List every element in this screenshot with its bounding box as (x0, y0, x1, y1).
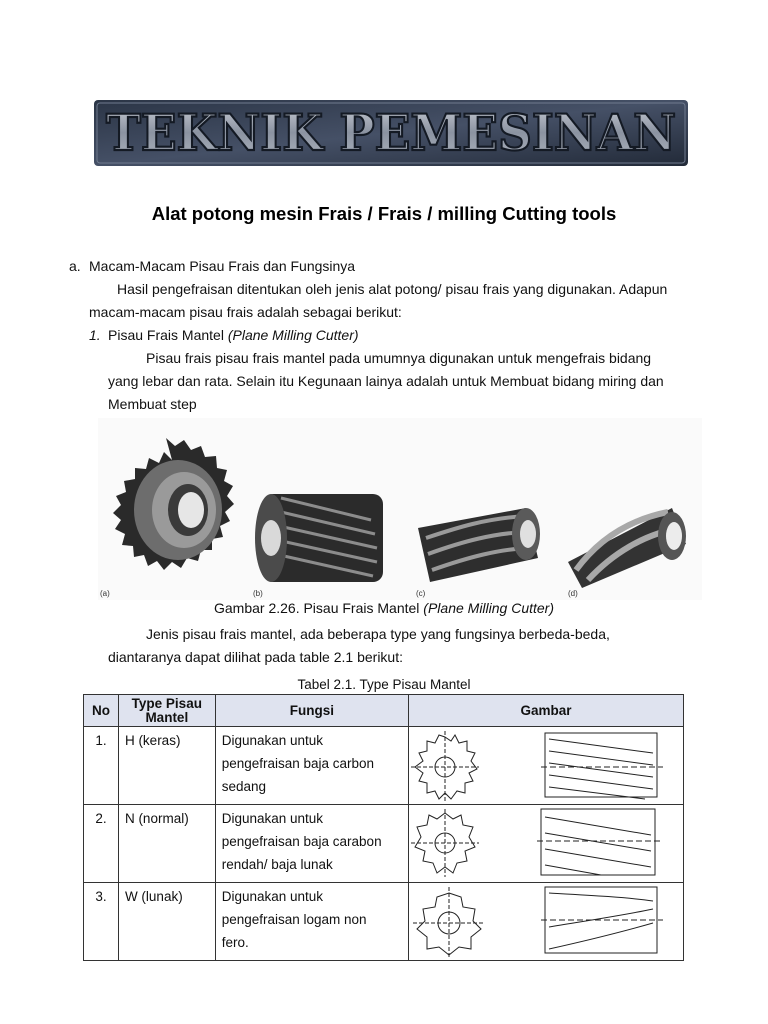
item-heading (108, 325, 359, 345)
cutter-drawing-h (409, 727, 683, 803)
paragraph-line: diantaranya dapat dilihat pada table 2.1 berikut: (108, 649, 403, 665)
cell-type: H (keras) (118, 727, 215, 805)
cell-fungsi (215, 883, 408, 961)
header-gambar: Gambar (408, 695, 683, 727)
header-type: Type Pisau Mantel (118, 695, 215, 727)
cell-type: N (normal) (118, 805, 215, 883)
fungsi-line: Digunakan untuk (221, 889, 324, 904)
item-number: 1. (89, 327, 101, 343)
item-name-en: (Plane Milling Cutter) (227, 327, 359, 343)
fungsi-line: pengefraisan baja carabon (221, 834, 382, 849)
paragraph-line: macam-macam pisau frais adalah sebagai berikut: (89, 304, 402, 320)
mantel-type-table (83, 694, 684, 961)
item-name: Pisau Frais Mantel (108, 327, 224, 343)
header-no: No (84, 695, 119, 727)
fungsi-line: Digunakan untuk (221, 733, 324, 748)
cell-gambar (408, 727, 683, 805)
fungsi-line: pengefraisan baja carbon (221, 756, 375, 771)
figure-caption-text: Gambar 2.26. Pisau Frais Mantel (213, 600, 420, 616)
section-heading: Macam-Macam Pisau Frais dan Fungsinya (89, 258, 356, 274)
fungsi-line: sedang (221, 779, 266, 794)
photo-label-a: (a) (100, 589, 110, 598)
section-marker: a. (69, 258, 81, 274)
cutter-drawing-w (409, 883, 683, 959)
cell-no: 1. (84, 727, 119, 805)
cutter-photo-c (418, 508, 540, 582)
table-row (84, 727, 684, 805)
paragraph-line: Hasil pengefraisan ditentukan oleh jenis alat potong/ pisau frais yang digunakan. Adapun (117, 281, 668, 297)
cutter-photo-a (113, 438, 234, 570)
banner-graphic (94, 98, 688, 168)
photo-label-c: (c) (416, 589, 426, 598)
cutter-drawing-n (409, 805, 683, 881)
paragraph-line: Jenis pisau frais mantel, ada beberapa type yang fungsinya berbeda-beda, (146, 626, 610, 642)
cutter-photo-b (255, 494, 383, 582)
photo-label-b: (b) (253, 589, 263, 598)
fungsi-line: pengefraisan logam non (221, 912, 367, 927)
cell-fungsi (215, 727, 408, 805)
paragraph-line: Pisau frais pisau frais mantel pada umumnya digunakan untuk mengefrais bidang (146, 350, 652, 366)
cell-no: 2. (84, 805, 119, 883)
cell-fungsi (215, 805, 408, 883)
cell-type: W (lunak) (118, 883, 215, 961)
banner-text: TEKNIK PEMESINAN (106, 103, 676, 162)
table-row (84, 883, 684, 961)
figure-caption-italic: (Plane Milling Cutter) (423, 600, 555, 616)
table-header-row (84, 695, 684, 727)
table-row (84, 805, 684, 883)
banner-logo (94, 98, 688, 168)
fungsi-line: rendah/ baja lunak (221, 857, 333, 872)
cell-no: 3. (84, 883, 119, 961)
cutter-photo-strip (98, 418, 702, 600)
paragraph-line: yang lebar dan rata. Selain itu Kegunaan lainya adalah untuk Membuat bidang miring dan (108, 373, 664, 389)
table-caption: Tabel 2.1. Type Pisau Mantel (297, 677, 471, 692)
cutter-photo-d (568, 508, 686, 588)
fungsi-line: Digunakan untuk (221, 811, 324, 826)
cell-gambar (408, 883, 683, 961)
page-title: Alat potong mesin Frais / Frais / milling Cutting tools (151, 203, 617, 224)
header-fungsi: Fungsi (215, 695, 408, 727)
cell-gambar (408, 805, 683, 883)
paragraph-line: Membuat step (108, 396, 197, 412)
cutter-photos (98, 418, 702, 600)
fungsi-line: fero. (221, 935, 249, 950)
photo-label-d: (d) (568, 589, 578, 598)
figure-caption (0, 599, 768, 617)
